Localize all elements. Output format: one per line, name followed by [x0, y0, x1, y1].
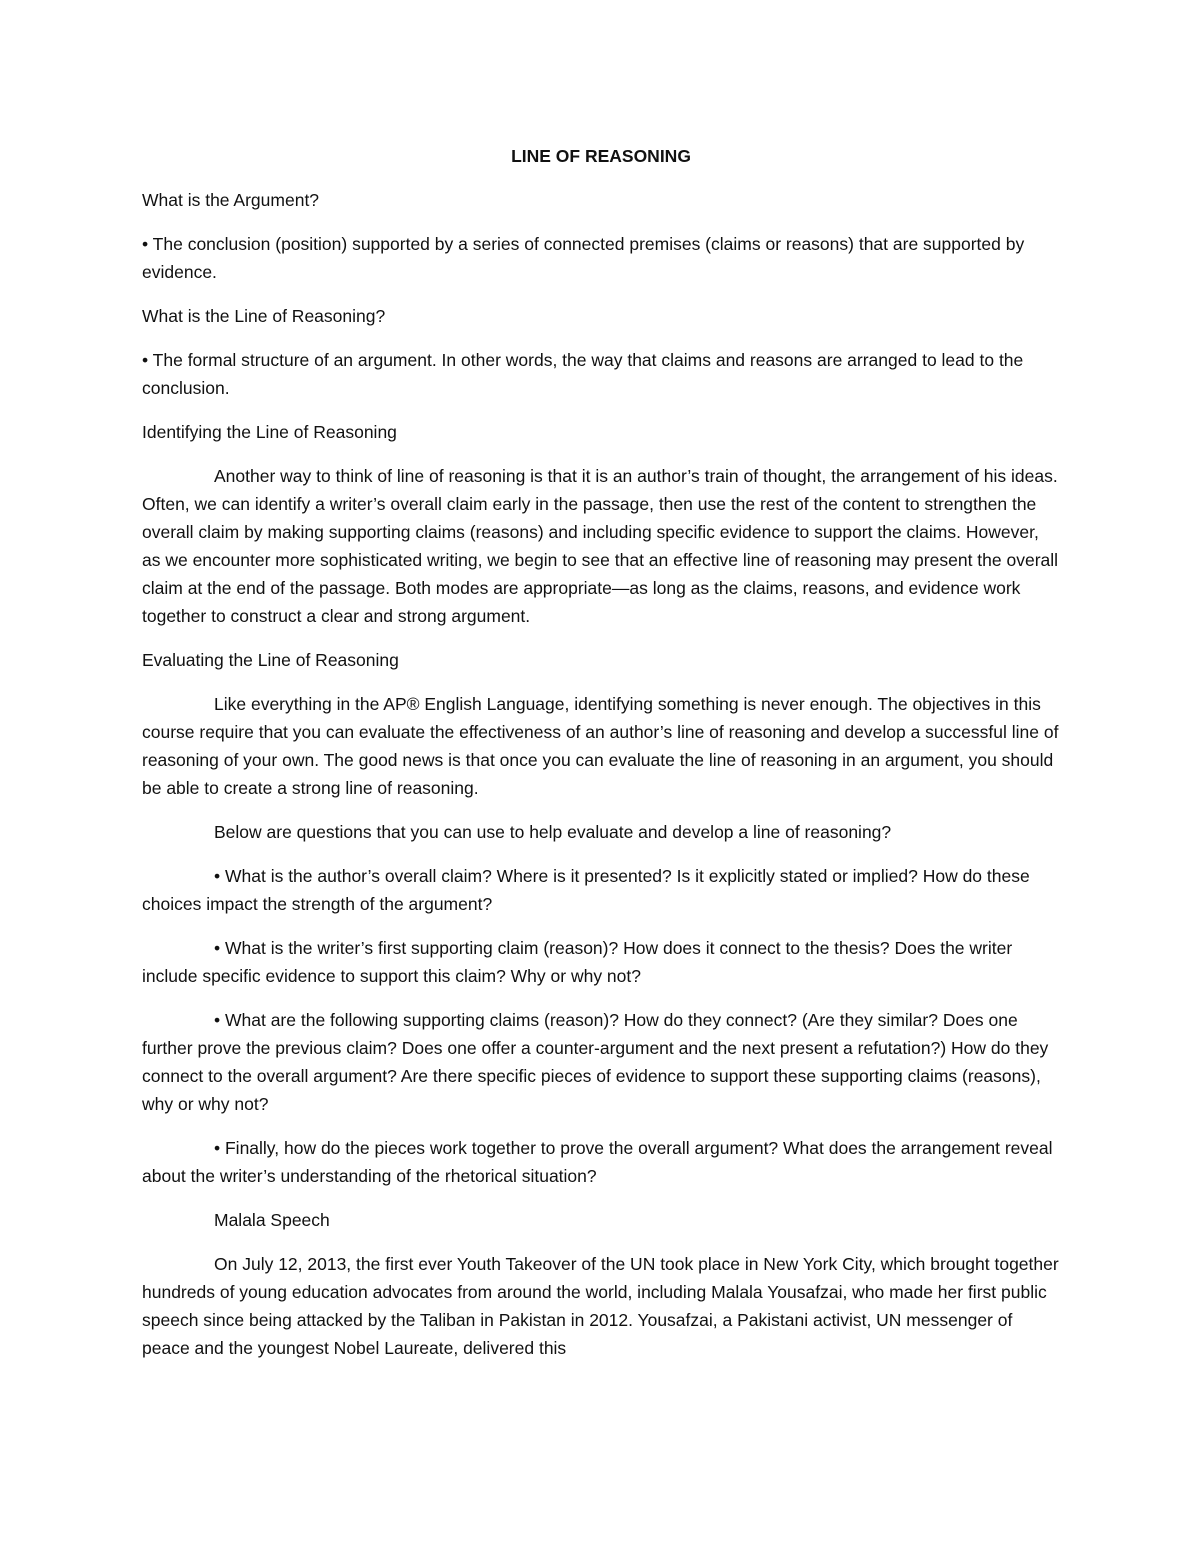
bullet-line-of-reasoning-definition: • The formal structure of an argument. In other words, the way that claims and reasons are arranged to lead to the conclusion.: [142, 350, 1024, 398]
bullet-argument-definition: • The conclusion (position) supported by a series of connected premises (claims or reasons) that are supported by evidence.: [142, 234, 1025, 282]
heading-identifying: Identifying the Line of Reasoning: [142, 422, 397, 442]
question-what-is-line-of-reasoning: What is the Line of Reasoning?: [142, 306, 386, 326]
question-bullet-overall-claim: • What is the author’s overall claim? Where is it presented? Is it explicitly stated or implied? How do these choices impact the strength of the argument?: [142, 866, 1030, 914]
question-what-is-argument: What is the Argument?: [142, 190, 320, 210]
question-bullet-first-claim: • What is the writer’s first supporting claim (reason)? How does it connect to the thesis? Does the writer include specific evidence to support this claim? Why or why not?: [142, 938, 1013, 986]
page-title: LINE OF REASONING: [511, 146, 691, 166]
heading-malala-speech: Malala Speech: [214, 1210, 330, 1230]
document-body: [142, 142, 1060, 1378]
paragraph-evaluating: Like everything in the AP® English Language, identifying something is never enough. The objectives in this course require that you can evaluate the effectiveness of an author’s line of reasoning and develop a successful line of reasoning of your own. The good news is that once you can evaluate the line of reasoning in an argument, you should be able to create a strong line of reasoning.: [142, 694, 1059, 798]
question-bullet-following-claims: • What are the following supporting claims (reason)? How do they connect? (Are they similar? Does one further prove the previous claim? Does one offer a counter-argument and the next present a refutation?) How do they connect to the overall argument? Are there specific pieces of evidence to support these supporting claims (reasons), why or why not?: [142, 1010, 1049, 1114]
heading-evaluating: Evaluating the Line of Reasoning: [142, 650, 399, 670]
paragraph-malala: On July 12, 2013, the first ever Youth Takeover of the UN took place in New York City, which brought together hundreds of young education advocates from around the world, including Malala Yousafzai, who made her first public speech since being attacked by the Taliban in Pakistan in 2012. Yousafzai, a Pakistani activist, UN messenger of peace and the youngest Nobel Laureate, delivered this: [142, 1254, 1059, 1358]
paragraph-questions-intro: Below are questions that you can use to help evaluate and develop a line of reasoning?: [214, 822, 892, 842]
question-bullet-finally: • Finally, how do the pieces work together to prove the overall argument? What does the arrangement reveal about the writer’s understanding of the rhetorical situation?: [142, 1138, 1053, 1186]
paragraph-identifying: Another way to think of line of reasoning is that it is an author’s train of thought, the arrangement of his ideas. Often, we can identify a writer’s overall claim early in the passage, then use the rest of the content to strengthen the overall claim by making supporting claims (reasons) and including specific evidence to support the claims. However, as we encounter more sophisticated writing, we begin to see that an effective line of reasoning may present the overall claim at the end of the passage. Both modes are appropriate—as long as the claims, reasons, and evidence work together to construct a clear and strong argument.: [142, 466, 1059, 626]
